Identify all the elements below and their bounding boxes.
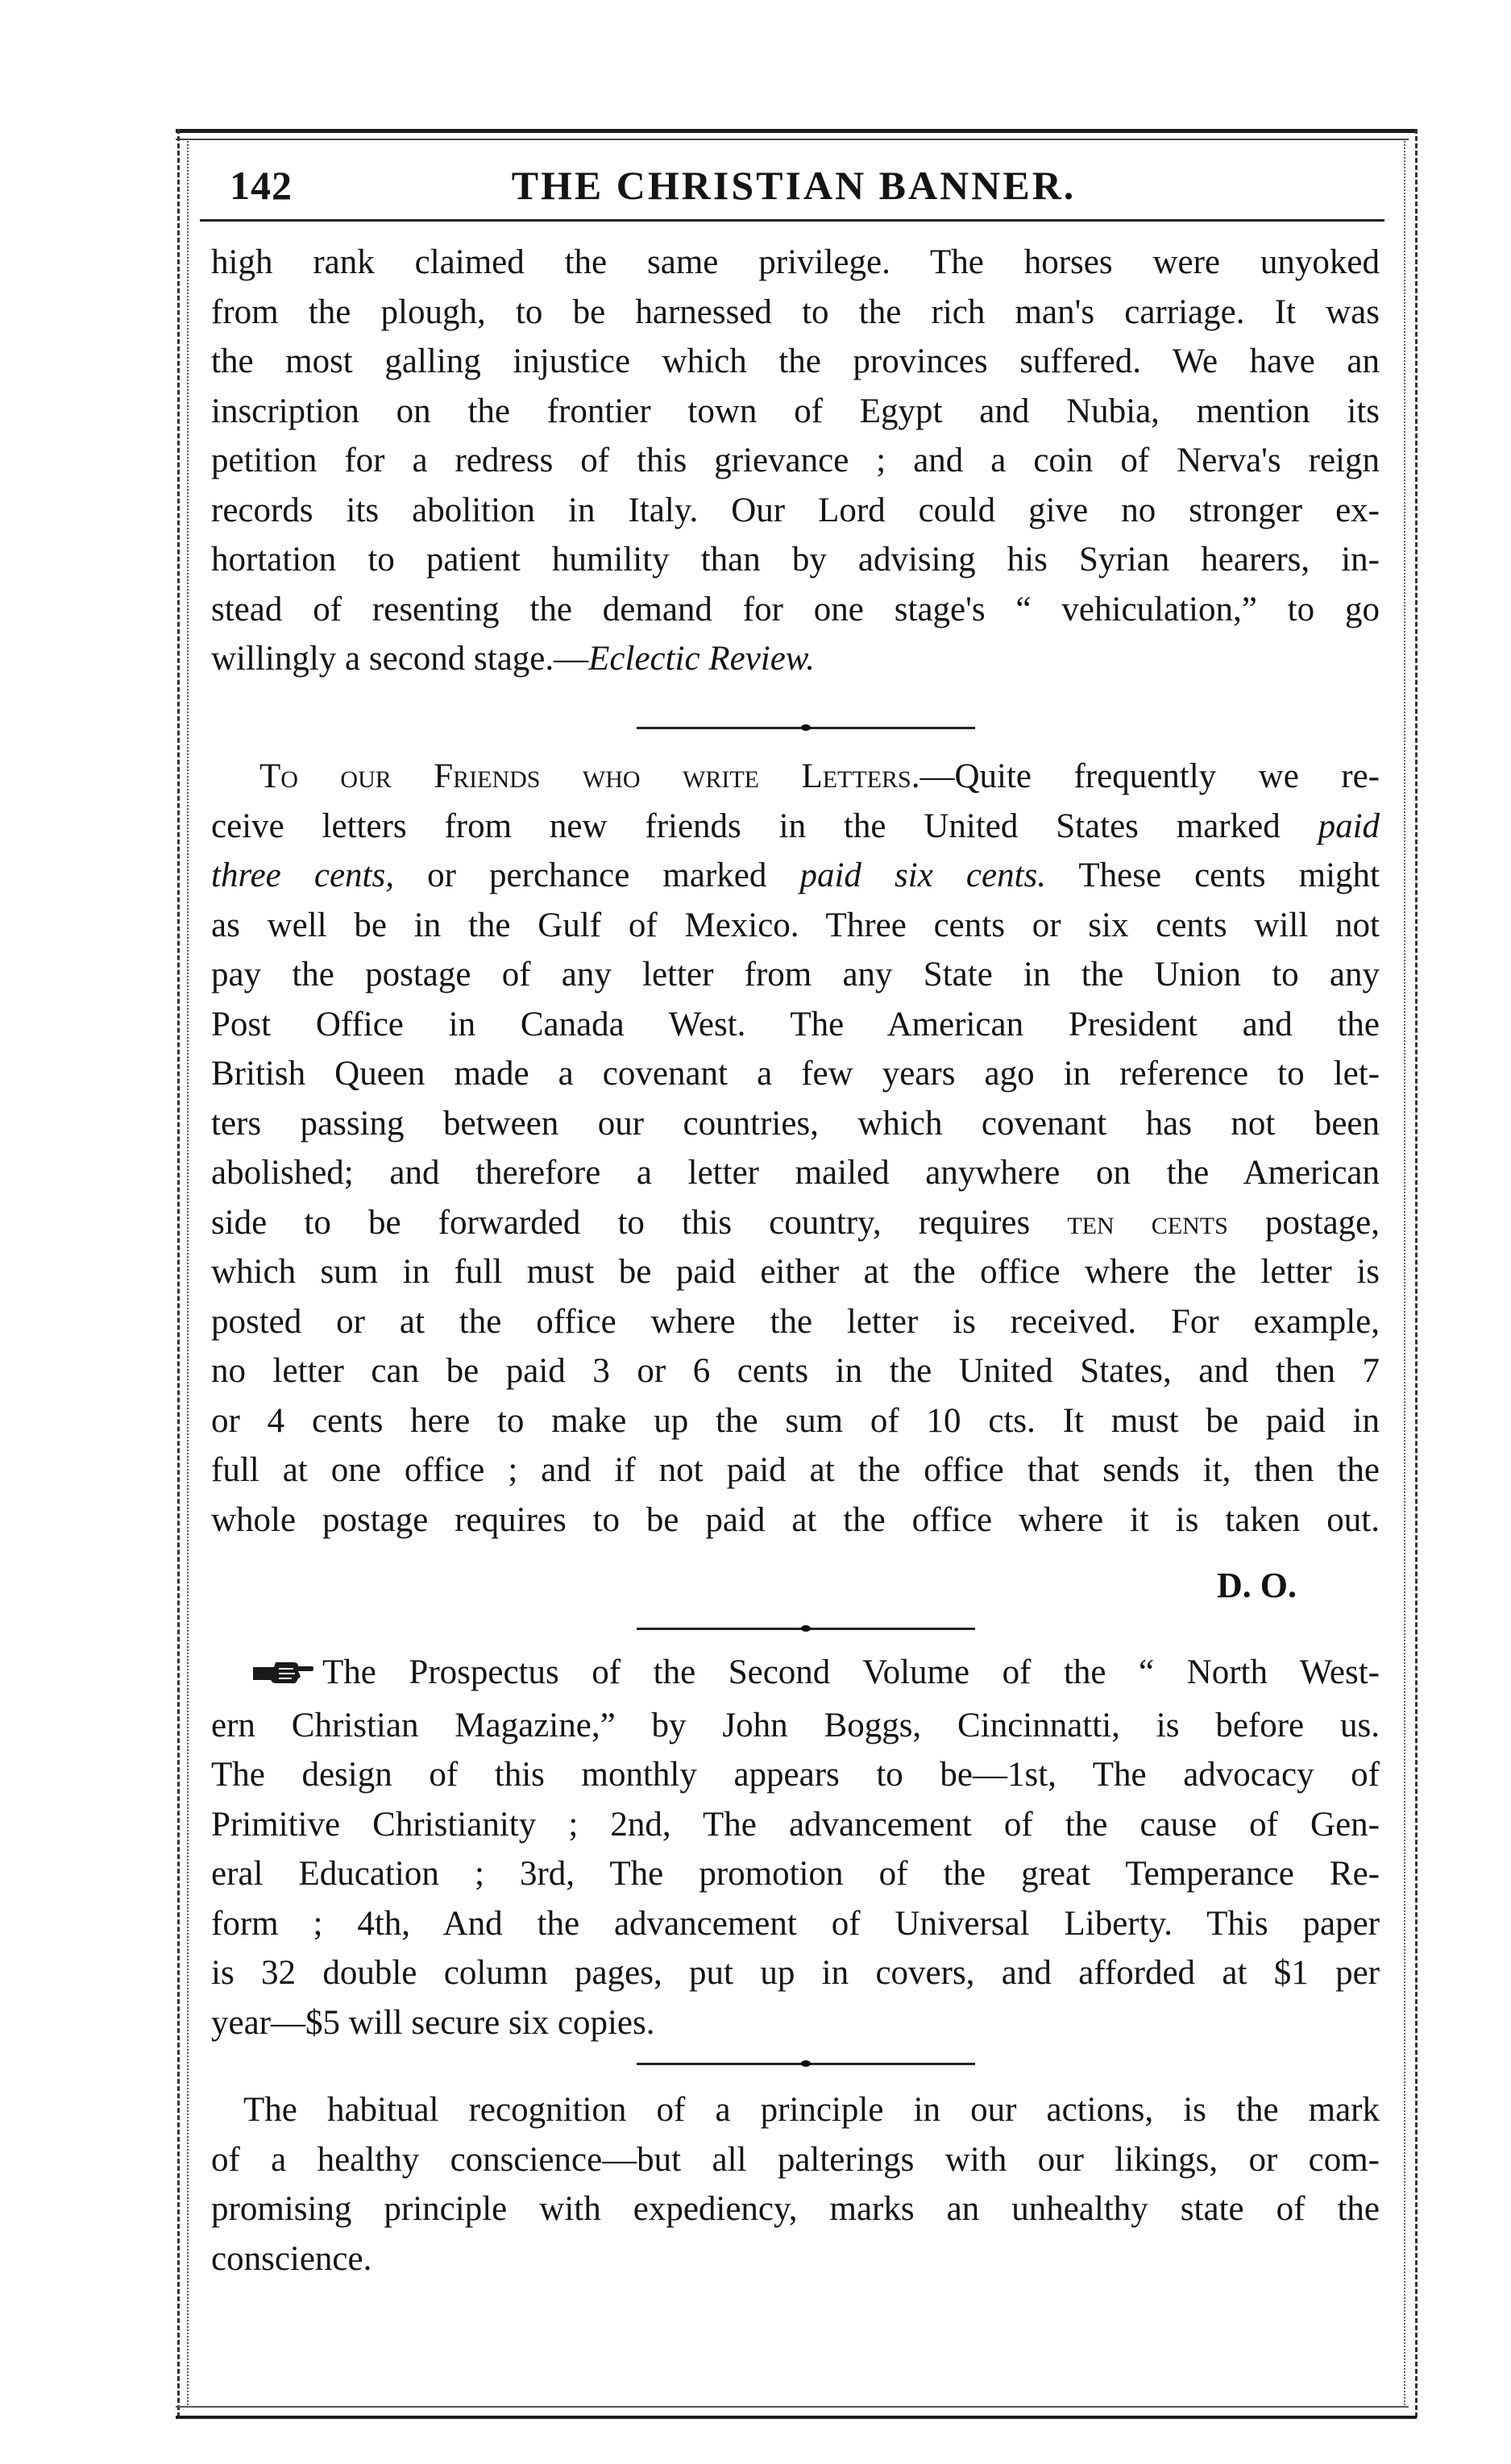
article-postage-letters [211,752,1380,1545]
divider-ornament [801,1625,811,1632]
italic-run: paid [1318,807,1380,845]
text-line: whole postage requires to be paid at the office where it is taken out. [211,1500,1380,1539]
text-line: Post Office in Canada West. The American President and the [211,1005,1380,1043]
text-line: or 4 cents here to make up the sum of 10 cts. It must be paid in [211,1401,1380,1440]
text-line: The design of this monthly appears to be—1st, The advocacy of [211,1756,1380,1794]
text-line: high rank claimed the same privilege. The horses were unyoked [211,243,1380,281]
text-line: stead of resenting the demand for one stage's “ vehiculation,” to go [211,590,1380,628]
frame-bottom-rule [176,2416,1417,2419]
frame-top-inner-rule [176,139,1409,140]
text-run: ceive letters from new friends in the United States marked [211,807,1281,845]
frame-top-rule [176,129,1417,133]
italic-run: three cents, [211,857,394,894]
text-line: ters passing between our countries, which covenant has not been [211,1104,1380,1143]
text-run: —Quite frequently we re- [919,757,1380,795]
text-line: pay the postage of any letter from any State in the Union to any [211,956,1380,993]
small-caps-run: ten cents [1067,1203,1228,1242]
text-line: petition for a redress of this grievance ; and a coin of Nerva's reign [211,442,1380,479]
text-line [211,2085,1380,2135]
text-line: Primitive Christianity ; 2nd, The advancement of the cause of Gen- [211,1805,1380,1844]
text-run: or perchance marked [393,857,800,894]
section-divider [637,2063,975,2065]
text-line [211,752,1380,802]
article-heading: To our Friends who write Letters. [259,757,920,795]
italic-run: paid six cents. [799,857,1047,894]
text-line: year—$5 will secure six copies. [211,2003,655,2042]
text-line: from the plough, to be harnessed to the rich man's carriage. It was [211,292,1380,331]
pointing-hand-icon [251,1651,314,1701]
text-line [211,802,1380,852]
text-line [211,1198,1380,1248]
article-vehiculation [211,238,1380,684]
text-run: The Prospectus of the Second Volume of the “ North West- [322,1653,1380,1691]
text-run: side to be forwarded to this country, requires [211,1203,1068,1242]
text-line: no letter can be paid 3 or 6 cents in the United States, and then 7 [211,1352,1380,1390]
text-line: the most galling injustice which the provinces suffered. We have an [211,342,1380,380]
page-number: 142 [230,163,293,208]
article-prospectus [211,1648,1380,2047]
text-line [211,851,1380,901]
text-line: full at one office ; and if not paid at the office that sends it, then the [211,1451,1380,1489]
divider-ornament [801,724,811,731]
text-line: ern Christian Magazine,” by John Boggs, Cincinnatti, is before us. [211,1706,1380,1744]
frame-left-inner-rule [187,141,189,2405]
text-line: as well be in the Gulf of Mexico. Three cents or six cents will not [211,906,1380,944]
text-run: These cents might [1046,857,1380,894]
article-conscience [211,2085,1380,2284]
section-divider [637,1628,975,1630]
text-line: form ; 4th, And the advancement of Universal Liberty. This paper [211,1904,1380,1943]
text-line: promising principle with expediency, marks an unhealthy state of the [211,2190,1380,2228]
page-header [210,157,1378,214]
divider-ornament [801,2060,811,2067]
text-line: British Queen made a covenant a few years ago in reference to let- [211,1055,1380,1093]
text-run: willingly a second stage.— [211,640,589,678]
frame-right-inner-rule [1404,141,1405,2405]
text-run: postage, [1227,1203,1380,1242]
frame-bottom-inner-rule [176,2406,1409,2408]
section-divider [637,727,975,729]
signature-initials: D. O. [1217,1566,1297,1605]
frame-left-rule [177,129,180,2417]
source-citation: Eclectic Review. [588,640,816,678]
text-line: of a healthy conscience—but all palterings with our likings, or com- [211,2140,1380,2179]
text-line: hortation to patient humility than by advising his Syrian hearers, in- [211,541,1380,579]
text-line: inscription on the frontier town of Egypt and Nubia, mention its [211,392,1380,430]
text-line: is 32 double column pages, put up in covers, and afforded at $1 per [211,1954,1380,1992]
frame-right-rule [1415,129,1418,2417]
text-line: which sum in full must be paid either at the office where the letter is [211,1253,1380,1291]
text-line [211,1648,1380,1701]
running-title: THE CHRISTIAN BANNER. [511,163,1077,208]
text-line [211,634,1380,684]
text-line: posted or at the office where the letter is received. For example, [211,1302,1380,1341]
text-line: conscience. [211,2239,372,2278]
text-line: abolished; and therefore a letter mailed anywhere on the American [211,1154,1380,1192]
text-line: records its abolition in Italy. Our Lord could give no stronger ex- [211,491,1380,529]
text-line: eral Education ; 3rd, The promotion of the great Temperance Re- [211,1855,1380,1893]
text-run: The habitual recognition of a principle in our actions, is the mark [243,2091,1380,2129]
header-rule [200,219,1384,222]
